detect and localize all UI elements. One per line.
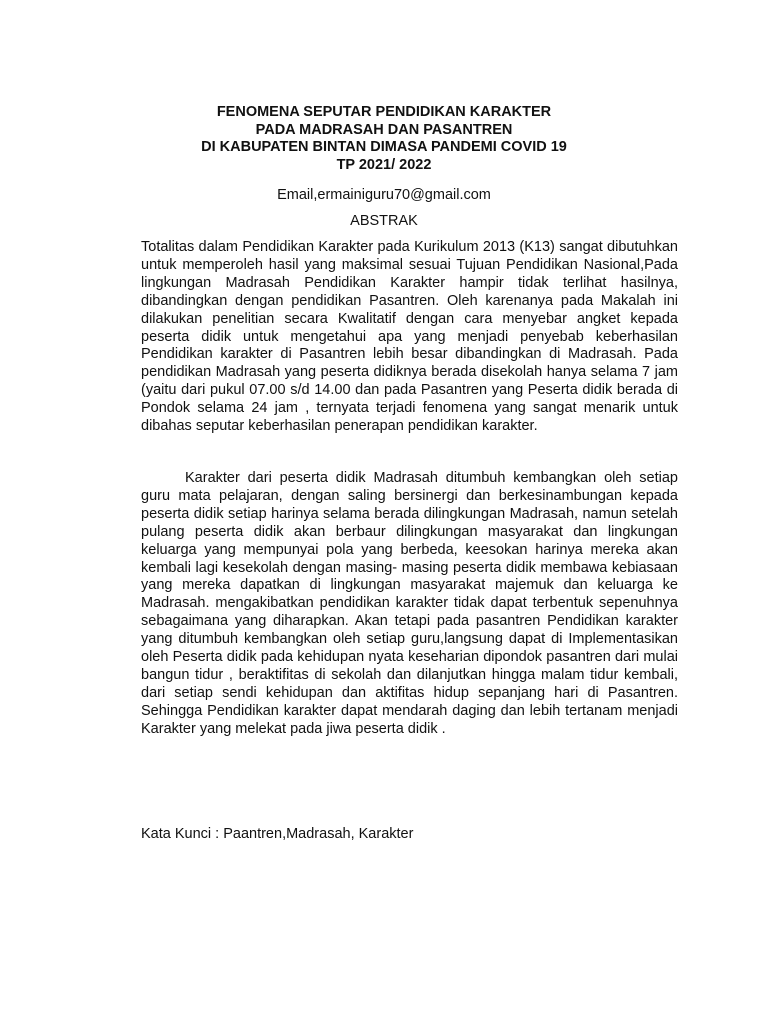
- abstract-paragraph-1: Totalitas dalam Pendidikan Karakter pada Kurikulum 2013 (K13) sangat dibutuhkan untuk memperoleh hasil yang maksimal sesuai Tujuan Pendidikan Nasional,Pada lingkungan Madrasah Pendidikan Karakter hampir tidak terlihat hasilnya, dibandingkan dengan pendidikan Pasantren. Oleh karenanya pada Makalah ini dilakukan penelitian secara Kwalitatif dengan cara menyebar angket kepada peserta didik untuk mengetahui apa yang menjadi penyebab keberhasilan Pendidikan karakter di Pasantren lebih besar dibandingkan di Madrasah. Pada pendidikan Madrasah yang peserta didiknya berada disekolah hanya selama 7 jam (yaitu dari pukul 07.00 s/d 14.00 dan pada Pasantren yang Peserta didik berada di Pondok selama 24 jam , ternyata terjadi fenomena yang sangat menarik untuk dibahas seputar keberhasilan penerapan pendidikan karakter.: [141, 239, 678, 435]
- title-line-4: TP 2021/ 2022: [336, 156, 432, 173]
- title-line-3: DI KABUPATEN BINTAN DIMASA PANDEMI COVID 19: [201, 139, 567, 155]
- abstract-paragraph-2: Karakter dari peserta didik Madrasah ditumbuh kembangkan oleh setiap guru mata pelajaran, dengan saling bersinergi dan berkesinambungan kepada peserta didik setiap harinya selama berada dilingkungan Madrasah, namun setelah pulang peserta didik akan berbaur dilingkungan masyarakat dan lingkungan keluarga yang mempunyai pola yang berbeda, keesokan harinya mereka akan kembali lagi kesekolah dengan masing- masing peserta didik membawa kebiasaan yang mereka dapatkan di lingkungan masyarakat majemuk dan keluarga ke Madrasah. mengakibatkan pendidikan karakter tidak dapat terbentuk sepenuhnya sebagaimana yang diharapkan. Akan tetapi pada pasantren Pendidikan karakter yang ditumbuh kembangkan oleh setiap guru,langsung dapat di Implementasikan oleh Peserta didik pada kehidupan nyata keseharian dipondok pasantren dari mulai bangun tidur , beraktifitas di sekolah dan dilanjutkan hingga malam tidur kembali, dari setiap sendi kehidupan dan aktifitas hidup sepanjang hari di Pasantren. Sehingga Pendidikan karakter dapat mendarah daging dan lebih tertanam menjadi Karakter yang melekat pada jiwa peserta didik .: [141, 470, 678, 737]
- document-title: [0, 104, 768, 174]
- title-line-2: PADA MADRASAH DAN PASANTREN: [255, 121, 513, 138]
- keywords-line: Kata Kunci : Paantren,Madrasah, Karakter: [141, 826, 414, 842]
- author-email: Email,ermainiguru70@gmail.com: [277, 187, 491, 203]
- title-line-1: FENOMENA SEPUTAR PENDIDIKAN KARAKTER: [216, 104, 552, 120]
- abstract-heading: ABSTRAK: [350, 213, 418, 229]
